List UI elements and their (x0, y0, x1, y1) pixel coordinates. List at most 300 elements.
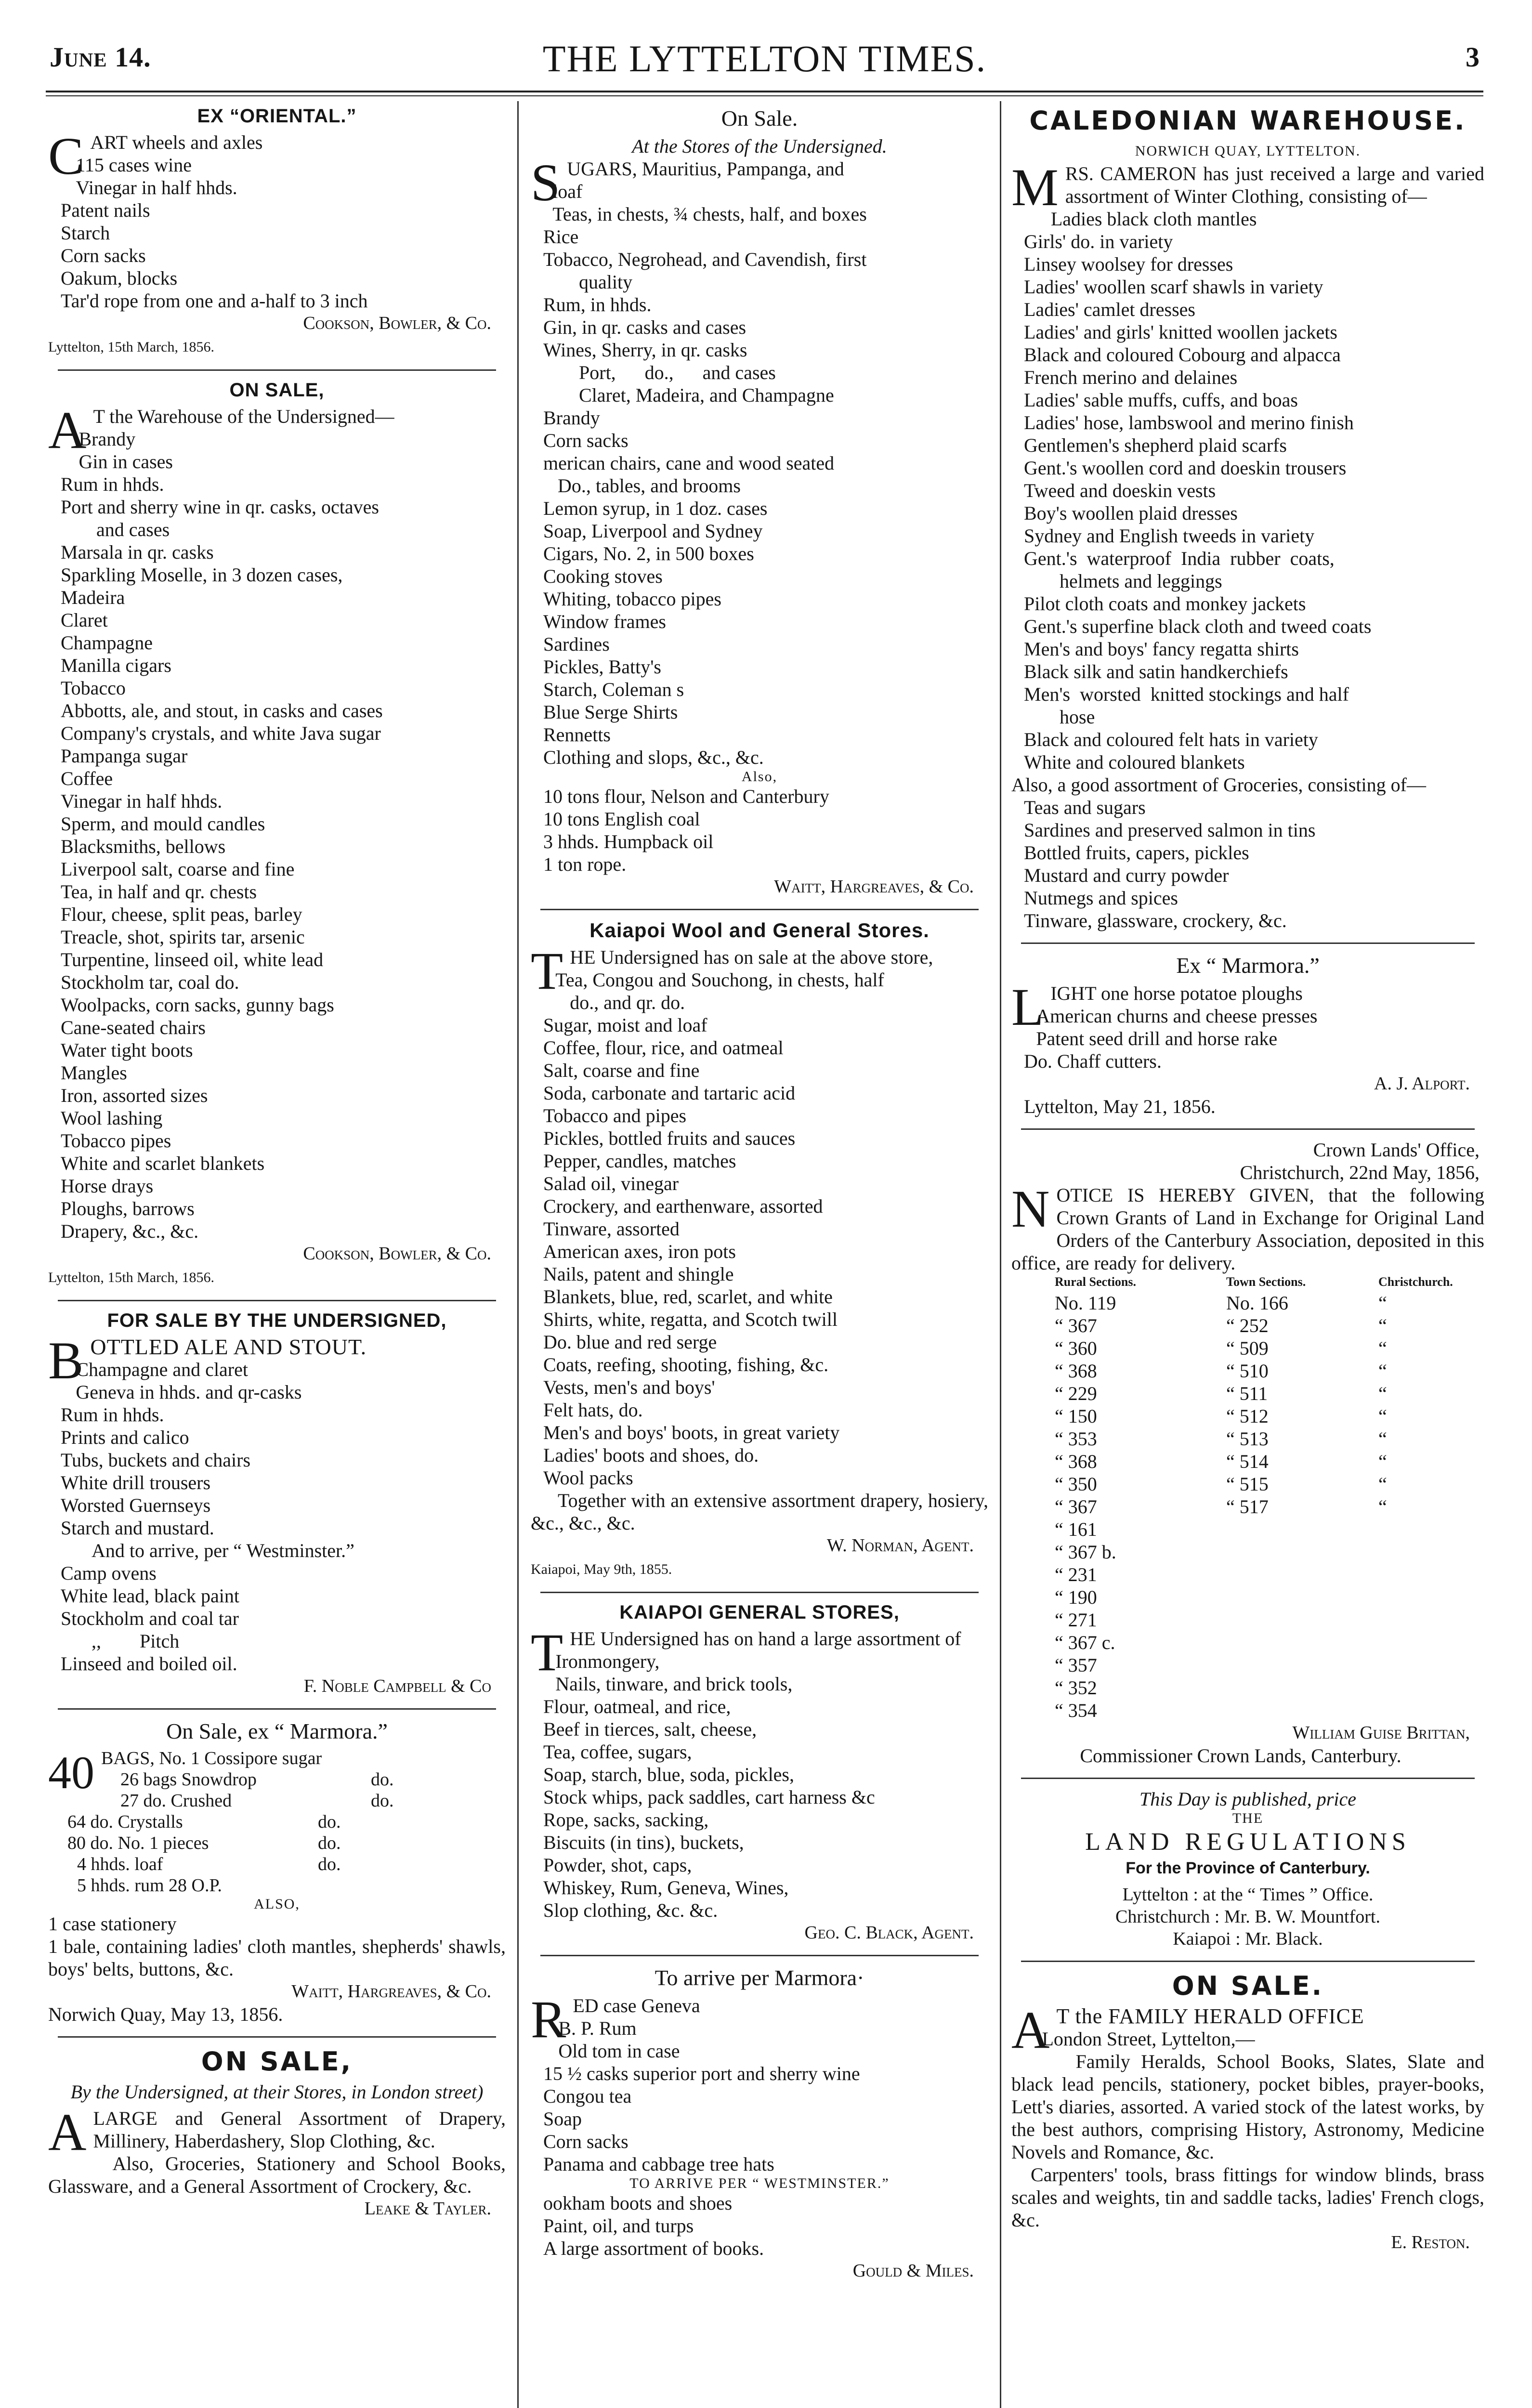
list-item: Pampanga sugar (61, 745, 188, 767)
list-item: Blacksmiths, bellows (61, 836, 226, 857)
advertiser-signature: William Guise Brittan, (1292, 1723, 1470, 1743)
list-item: Tea, in half and qr. chests (61, 881, 257, 903)
list-item: Whiting, tobacco pipes (543, 588, 721, 610)
column-header: Rural Sections. (1055, 1275, 1136, 1289)
table-cell: “ 367 (1055, 1315, 1097, 1336)
ad-date: Lyttelton, 15th March, 1856. (48, 1269, 214, 1285)
list-item: Men's worsted knitted stockings and half (1024, 683, 1349, 705)
list-item: Madeira (61, 587, 125, 608)
list-item: Beef in tierces, salt, cheese, (543, 1718, 757, 1740)
ad-heading: On Sale, ex “ Marmora.” (166, 1719, 388, 1743)
table-cell: No. 119 (1055, 1292, 1116, 1314)
list-item: Stock whips, pack saddles, cart harness &c (543, 1786, 875, 1808)
list-item: Men's and boys' boots, in great variety (543, 1422, 840, 1443)
list-item: B. P. Rum (558, 2017, 637, 2039)
ad-paragraph: Carpenters' tools, brass fittings for window blinds, brass scales and weights, tin and saddle tacks, ladies' French clogs, &c. (1011, 2164, 1484, 2231)
list-item: Boy's woollen plaid dresses (1024, 502, 1238, 524)
sales-point: Lyttelton : at the “ Times ” Office. (1122, 1885, 1374, 1905)
column-header: Christchurch. (1378, 1275, 1453, 1289)
publication-subtitle: For the Province of Canterbury. (1126, 1859, 1370, 1877)
list-item: Tinware, assorted (543, 1218, 680, 1240)
list-item: 80 do. No. 1 pieces do. (67, 1833, 341, 1853)
list-item: Coats, reefing, shooting, fishing, &c. (543, 1354, 829, 1375)
table-cell: “ (1378, 1360, 1387, 1382)
list-item: Rum in hhds. (61, 1404, 164, 1426)
table-cell: “ 350 (1055, 1473, 1097, 1495)
list-item: Geneva in hhds. and qr-casks (76, 1381, 302, 1403)
list-item: Soap, starch, blue, soda, pickles, (543, 1764, 794, 1785)
ad-heading: CALEDONIAN WAREHOUSE. (1029, 105, 1467, 136)
sections-table (1011, 1274, 1484, 1722)
list-item: Pepper, candles, matches (543, 1150, 736, 1172)
list-item: Tweed and doeskin vests (1024, 480, 1216, 501)
list-item: Cane-seated chairs (61, 1017, 206, 1038)
ad-arrive-marmora (531, 1965, 988, 2282)
column-divider (517, 101, 519, 2408)
list-item: Rennetts (543, 724, 611, 746)
list-item: Gent.'s superfine black cloth and tweed coats (1024, 615, 1372, 637)
ad-intro: HE Undersigned has on sale at the above store, (570, 946, 933, 968)
drop-cap: A (48, 401, 87, 459)
list-item: Pickles, Batty's (543, 656, 661, 678)
list-item: Oakum, blocks (61, 267, 178, 289)
list-item: Stockholm tar, coal do. (61, 971, 239, 993)
drop-cap: T (531, 1623, 563, 1682)
list-item: Rope, sacks, sacking, (543, 1809, 709, 1831)
list-item: Brandy (543, 407, 600, 429)
list-item: Starch, Coleman s (543, 679, 684, 700)
list-item: and cases (96, 519, 170, 540)
list-item: 115 cases wine (76, 154, 192, 176)
list-item: Old tom in case (558, 2040, 680, 2062)
list-item: Sardines and preserved salmon in tins (1024, 819, 1316, 841)
table-cell: “ (1378, 1337, 1387, 1359)
ad-separator (58, 369, 496, 371)
table-cell: “ (1378, 1383, 1387, 1404)
newspaper-title: THE LYTTELTON TIMES. (542, 38, 987, 79)
list-item: Tinware, glassware, crockery, &c. (1024, 910, 1287, 931)
ad-kaiapoi-general (531, 1602, 988, 1944)
list-item: A large assortment of books. (543, 2238, 764, 2259)
list-item: Ladies' hose, lambswool and merino finish (1024, 412, 1354, 433)
drop-cap: 40 (48, 1747, 94, 1798)
also-label: ALSO, (254, 1896, 300, 1912)
drop-cap: T (531, 942, 563, 1000)
masthead-rule (46, 91, 1483, 92)
ad-heading: To arrive per Marmora· (655, 1965, 864, 1990)
list-item: Linseed and boiled oil. (61, 1653, 237, 1675)
the-label: THE (1232, 1810, 1264, 1826)
list-item: Rice (543, 226, 579, 248)
list-item: 3 hhds. Humpback oil (543, 831, 714, 852)
list-item: ART wheels and axles (90, 131, 263, 153)
notice-date: Christchurch, 22nd May, 1856, (1240, 1162, 1480, 1183)
ad-crown-lands-notice (1011, 1139, 1484, 1767)
ad-title: T the FAMILY HERALD OFFICE (1056, 2004, 1364, 2028)
christchurch-column (1378, 1274, 1475, 1722)
arrival-note: TO ARRIVE PER “ WESTMINSTER.” (629, 2175, 890, 2191)
list-item: Rum, in hhds. (543, 294, 652, 315)
list-item: Congou tea (543, 2085, 632, 2107)
advertiser-signature: Leake & Tayler. (364, 2199, 491, 2219)
advertiser-signature: Waitt, Hargreaves, & Co. (774, 877, 974, 897)
list-item: American axes, iron pots (543, 1241, 736, 1262)
list-item: American churns and cheese presses (1036, 1005, 1318, 1027)
ad-heading: EX “ORIENTAL.” (197, 105, 357, 127)
list-item: Vests, men's and boys' (543, 1376, 715, 1398)
table-cell: “ 509 (1226, 1337, 1269, 1359)
ad-leake-tayler (48, 2046, 506, 2220)
list-item: ,, Pitch (92, 1630, 180, 1652)
table-cell: “ 353 (1055, 1428, 1097, 1450)
advertiser-title: Commissioner Crown Lands, Canterbury. (1080, 1745, 1401, 1767)
table-cell: “ 511 (1226, 1383, 1268, 1404)
drop-cap: A (48, 2103, 87, 2161)
list-item: IGHT one horse potatoe ploughs (1050, 982, 1303, 1004)
arrival-note: And to arrive, per “ Westminster.” (92, 1540, 354, 1561)
list-item: Gent.'s waterproof India rubber coats, (1024, 548, 1335, 569)
list-item: quality (579, 271, 633, 293)
list-item: Sydney and English tweeds in variety (1024, 525, 1315, 547)
list-item: Do. blue and red serge (543, 1331, 717, 1353)
list-item: Blankets, blue, red, scarlet, and white (543, 1286, 833, 1308)
list-item: Teas, in chests, ¾ chests, half, and boxes (552, 203, 867, 225)
table-cell: “ 271 (1055, 1609, 1097, 1631)
list-item: Flour, oatmeal, and rice, (543, 1696, 731, 1717)
ad-separator (58, 1300, 496, 1301)
list-item: Camp ovens (61, 1562, 157, 1584)
drop-cap: R (531, 1990, 566, 2049)
list-item: Black and coloured felt hats in variety (1024, 729, 1318, 750)
ad-heading: ON SALE. (1172, 1971, 1324, 2001)
sales-point: Kaiapoi : Mr. Black. (1173, 1929, 1323, 1949)
drop-cap: B (48, 1331, 84, 1390)
table-cell: “ 354 (1055, 1700, 1097, 1721)
list-item: Vinegar in half hhds. (76, 177, 237, 198)
list-item: Ladies' camlet dresses (1024, 299, 1195, 320)
list-item: Girls' do. in variety (1024, 231, 1173, 252)
ad-title: OTTLED ALE AND STOUT. (90, 1335, 367, 1359)
table-cell: “ 252 (1226, 1315, 1269, 1336)
list-item: Gentlemen's shepherd plaid scarfs (1024, 434, 1287, 456)
list-item: Tobacco pipes (61, 1130, 171, 1152)
list-item: 10 tons English coal (543, 808, 700, 830)
ad-separator (540, 1592, 979, 1593)
ad-paragraph: Also, a good assortment of Groceries, consisting of— (1011, 774, 1426, 796)
list-item: Teas and sugars (1024, 797, 1146, 818)
list-item: French merino and delaines (1024, 366, 1238, 388)
list-item: Paint, oil, and turps (543, 2215, 694, 2237)
office-name: Crown Lands' Office, (1313, 1139, 1480, 1161)
list-item: Woolpacks, corn sacks, gunny bags (61, 994, 334, 1016)
list-item: Starch (61, 222, 110, 244)
table-cell: “ 367 b. (1055, 1541, 1116, 1563)
drop-cap: N (1011, 1179, 1050, 1238)
list-item: 1 ton rope. (543, 853, 627, 875)
ad-bottled-ale (48, 1310, 506, 1698)
publish-note: This Day is published, price (1139, 1788, 1356, 1810)
column-divider (1000, 101, 1001, 2408)
list-item: Felt hats, do. (543, 1399, 643, 1421)
list-item: White lead, black paint (61, 1585, 239, 1607)
table-cell: “ 510 (1226, 1360, 1269, 1382)
ad-land-regulations (1011, 1788, 1484, 1950)
list-item: Ladies' and girls' knitted woollen jackets (1024, 321, 1337, 343)
table-cell: “ (1378, 1315, 1387, 1336)
ad-intro: HE Undersigned has on hand a large assortment of (570, 1628, 961, 1649)
table-cell: “ 368 (1055, 1451, 1097, 1472)
list-item: Ladies' woollen scarf shawls in variety (1024, 276, 1323, 298)
list-item: Company's crystals, and white Java sugar (61, 722, 381, 744)
ad-paragraph: Together with an extensive assortment drapery, hosiery, &c., &c., &c. (531, 1490, 988, 1534)
list-item: Ploughs, barrows (61, 1198, 195, 1219)
list-item: Flour, cheese, split peas, barley (61, 903, 302, 925)
list-item: Window frames (543, 611, 666, 632)
ad-separator (1021, 1778, 1475, 1779)
list-item: White drill trousers (61, 1472, 211, 1493)
list-item: 5 hhds. rum 28 O.P. (77, 1875, 222, 1896)
list-item: Lemon syrup, in 1 doz. cases (543, 497, 768, 519)
table-cell: No. 166 (1226, 1292, 1288, 1314)
drop-cap: M (1011, 158, 1059, 217)
ad-date: Lyttelton, May 21, 1856. (1024, 1096, 1216, 1117)
ad-paragraph: Also, Groceries, Stationery and School Books, Glassware, and a General Assortment of Crockery, &c. (48, 2153, 506, 2197)
list-item: Liverpool salt, coarse and fine (61, 858, 295, 880)
list-item: 4 hhds. loaf do. (77, 1854, 341, 1874)
ad-paragraph: Family Heralds, School Books, Slates, Slate and black lead pencils, stationery, pocket bibles, prayer-books, Lett's diaries, assorted. A varied stock of the latest works, by the best authors, comprising History, Astronomy, Medicine Novels and Romance, &c. (1011, 2051, 1484, 2163)
list-item: Champagne and claret (76, 1359, 248, 1380)
list-item: Gin, in qr. casks and cases (543, 316, 746, 338)
list-item: do., and qr. do. (570, 992, 685, 1013)
ad-heading: FOR SALE BY THE UNDERSIGNED, (107, 1310, 447, 1331)
table-cell: “ (1378, 1451, 1387, 1472)
table-cell: “ 190 (1055, 1586, 1097, 1608)
list-item: BAGS, No. 1 Cossipore sugar (101, 1748, 322, 1768)
list-item: Drapery, &c., &c. (61, 1220, 199, 1242)
advertiser-signature: Gould & Miles. (852, 2261, 974, 2281)
ad-separator (1021, 1128, 1475, 1130)
list-item: Crockery, and earthenware, assorted (543, 1195, 823, 1217)
list-item: Do., tables, and brooms (558, 475, 741, 497)
list-item: ED case Geneva (573, 1995, 700, 2016)
sales-point: Christchurch : Mr. B. W. Mountfort. (1115, 1907, 1380, 1927)
also-label: Also, (741, 769, 778, 785)
table-cell: “ 231 (1055, 1564, 1097, 1585)
list-item: Treacle, shot, spirits tar, arsenic (61, 926, 305, 948)
list-item: Rum in hhds. (61, 473, 164, 495)
list-item: Ladies' boots and shoes, do. (543, 1444, 759, 1466)
list-item: Worsted Guernseys (61, 1494, 211, 1516)
list-item: Ladies' sable muffs, cuffs, and boas (1024, 389, 1298, 411)
rural-sections-column (1011, 1274, 1218, 1722)
ad-marmora-sugar (48, 1718, 506, 2026)
list-item: Sugar, moist and loaf (543, 1014, 707, 1036)
list-item: Nutmegs and spices (1024, 887, 1178, 909)
list-item: Shirts, white, regatta, and Scotch twill (543, 1309, 838, 1330)
list-item: merican chairs, cane and wood seated (543, 452, 835, 474)
ad-heading: On Sale. (721, 106, 798, 131)
town-sections-column (1226, 1274, 1371, 1722)
list-item: Gent.'s woollen cord and doeskin trousers (1024, 457, 1347, 479)
list-item: Men's and boys' fancy regatta shirts (1024, 638, 1299, 660)
table-cell: “ 515 (1226, 1473, 1269, 1495)
list-item: Soap, Liverpool and Sydney (543, 520, 763, 542)
column-header: Town Sections. (1226, 1275, 1306, 1289)
list-item: Tea, Congou and Souchong, in chests, half (555, 969, 884, 991)
list-item: Biscuits (in tins), buckets, (543, 1832, 744, 1853)
ad-heading: Kaiapoi Wool and General Stores. (589, 919, 930, 942)
list-item: Wool packs (543, 1467, 633, 1489)
list-item: Port, do., and cases (579, 362, 776, 383)
list-item: Tar'd rope from one and a-half to 3 inch (61, 290, 368, 312)
list-item: 10 tons flour, Nelson and Canterbury (543, 785, 829, 807)
list-item: Champagne (61, 632, 153, 654)
table-cell: “ 360 (1055, 1337, 1097, 1359)
list-item: Patent seed drill and horse rake (1036, 1028, 1278, 1049)
ad-heading: Ex “ Marmora.” (1176, 953, 1320, 978)
masthead (46, 36, 1483, 89)
table-cell: “ 150 (1055, 1405, 1097, 1427)
ad-marmora-ploughs (1011, 953, 1484, 1118)
list-item: Brandy (79, 428, 136, 450)
table-cell: “ 367 (1055, 1496, 1097, 1518)
ad-separator (1021, 1961, 1475, 1962)
list-item: Stockholm and coal tar (61, 1608, 239, 1629)
list-item: Mustard and curry powder (1024, 864, 1229, 886)
table-cell: “ (1378, 1292, 1387, 1314)
list-item: Blue Serge Shirts (543, 701, 678, 723)
list-item: Black silk and satin handkerchiefs (1024, 661, 1288, 682)
ad-heading: KAIAPOI GENERAL STORES, (619, 1602, 900, 1623)
notice-text: OTICE IS HEREBY GIVEN, that the following Crown Grants of Land in Exchange for Original Land Orders of the Canterbury Association, deposited in this office, are ready for delivery. (1011, 1184, 1484, 1274)
list-item: Sperm, and mould candles (61, 813, 265, 835)
drop-cap: A (1011, 2001, 1050, 2059)
list-item: UGARS, Mauritius, Pampanga, and (567, 158, 844, 180)
list-item: Corn sacks (543, 2131, 629, 2152)
list-item: Iron, assorted sizes (61, 1085, 208, 1106)
advertiser-signature: Geo. C. Black, Agent. (804, 1923, 974, 1943)
ad-date: Norwich Quay, May 13, 1856. (48, 2003, 283, 2025)
list-item: Black and coloured Cobourg and alpacca (1024, 344, 1341, 366)
ad-subheading: At the Stores of the Undersigned. (632, 135, 887, 157)
list-item: Bottled fruits, capers, pickles (1024, 842, 1249, 864)
list-item: Tea, coffee, sugars, (543, 1741, 692, 1763)
list-item: Claret (61, 609, 108, 631)
ad-date: Lyttelton, 15th March, 1856. (48, 339, 214, 355)
list-item: White and scarlet blankets (61, 1152, 265, 1174)
list-item: Clothing and slops, &c., &c. (543, 746, 764, 768)
list-item: Slop clothing, &c. &c. (543, 1899, 718, 1921)
list-item: Sparkling Moselle, in 3 dozen cases, (61, 564, 343, 586)
list-item: 1 case stationery (48, 1913, 177, 1935)
column-2 (531, 104, 988, 2286)
ad-kaiapoi-wool (531, 919, 988, 1581)
ad-caledonian-warehouse (1011, 105, 1484, 932)
table-cell: “ (1378, 1496, 1387, 1518)
list-item: Do. Chaff cutters. (1024, 1050, 1162, 1072)
table-cell: “ (1378, 1405, 1387, 1427)
advertiser-signature: W. Norman, Agent. (826, 1535, 974, 1556)
ad-separator (540, 909, 979, 910)
list-item: Manilla cigars (61, 654, 171, 676)
list-item: Tobacco and pipes (543, 1105, 687, 1126)
ad-intro: RS. CAMERON has just received a large and varied assortment of Winter Clothing, consisting of— (1065, 163, 1484, 207)
publication-title: LAND REGULATIONS (1085, 1828, 1411, 1856)
table-cell: “ 367 c. (1055, 1632, 1115, 1653)
list-item: Soda, carbonate and tartaric acid (543, 1082, 796, 1104)
ad-subheading: London Street, Lyttelton,— (1042, 2028, 1255, 2050)
page-number: 3 (1466, 41, 1480, 73)
table-cell: “ 514 (1226, 1451, 1269, 1472)
table-cell: “ 512 (1226, 1405, 1269, 1427)
list-item: Nails, tinware, and brick tools, (555, 1673, 793, 1695)
list-item: Prints and calico (61, 1426, 189, 1448)
drop-cap: C (48, 127, 84, 185)
ad-date: Kaiapoi, May 9th, 1855. (531, 1561, 672, 1577)
list-item: Mangles (61, 1062, 127, 1084)
list-item: Horse drays (61, 1175, 154, 1197)
ad-heading: ON SALE, (201, 2046, 353, 2077)
list-item: 15 ½ casks superior port and sherry wine (543, 2063, 860, 2084)
list-item: Ladies black cloth mantles (1050, 208, 1257, 230)
ad-separator (1021, 942, 1475, 944)
ad-paragraph: LARGE and General Assortment of Drapery, Millinery, Haberdashery, Slop Clothing, &c. (93, 2107, 506, 2152)
list-item: Nails, patent and shingle (543, 1263, 734, 1285)
drop-cap: S (531, 153, 561, 212)
ad-heading: ON SALE, (229, 380, 325, 401)
list-item: Gin in cases (79, 451, 173, 472)
advertiser-signature: E. Reston. (1391, 2232, 1470, 2252)
list-item: Powder, shot, caps, (543, 1854, 692, 1876)
issue-date: June 14. (50, 41, 151, 73)
ad-subheading: NORWICH QUAY, LYTTELTON. (1135, 143, 1361, 159)
list-item: Tubs, buckets and chairs (61, 1449, 251, 1471)
list-item: Pilot cloth coats and monkey jackets (1024, 593, 1306, 615)
list-item: Soap (543, 2108, 582, 2130)
list-item: ookham boots and shoes (543, 2192, 733, 2214)
advertiser-signature: Cookson, Bowler, & Co. (303, 1243, 491, 1264)
list-item: Abbotts, ale, and stout, in casks and cases (61, 700, 383, 721)
list-item: Corn sacks (61, 245, 146, 266)
list-item: 27 do. Crushed do. (120, 1791, 394, 1811)
ad-separator (540, 1955, 979, 1956)
list-item: Pickles, bottled fruits and sauces (543, 1127, 796, 1149)
list-item: 1 bale, containing ladies' cloth mantles, shepherds' shawls, boys' belts, buttons, &c. (48, 1936, 506, 1980)
list-item: White and coloured blankets (1024, 751, 1245, 773)
table-cell: “ 368 (1055, 1360, 1097, 1382)
ad-separator (58, 1708, 496, 1710)
list-item: hose (1060, 706, 1095, 728)
list-item: 64 do. Crystalls do. (67, 1812, 341, 1832)
list-item: Tobacco, Negrohead, and Cavendish, first (543, 249, 867, 270)
list-item: loaf (552, 181, 583, 202)
drop-cap: L (1011, 978, 1044, 1036)
list-item: Linsey woolsey for dresses (1024, 253, 1233, 275)
list-item: Coffee (61, 768, 113, 789)
list-item: Water tight boots (61, 1039, 193, 1061)
table-cell: “ 517 (1226, 1496, 1269, 1518)
list-item: Vinegar in half hhds. (61, 790, 223, 812)
ad-on-sale-stores (531, 105, 988, 898)
advertiser-signature: F. Noble Campbell & Co (303, 1676, 491, 1696)
list-item: Marsala in qr. casks (61, 541, 214, 563)
table-cell: “ 229 (1055, 1383, 1097, 1404)
table-cell: “ 161 (1055, 1518, 1097, 1540)
list-item: Whiskey, Rum, Geneva, Wines, (543, 1877, 789, 1898)
advertiser-signature: Waitt, Hargreaves, & Co. (291, 1981, 491, 2002)
list-item: Cooking stoves (543, 565, 663, 587)
list-item: Coffee, flour, rice, and oatmeal (543, 1037, 784, 1059)
